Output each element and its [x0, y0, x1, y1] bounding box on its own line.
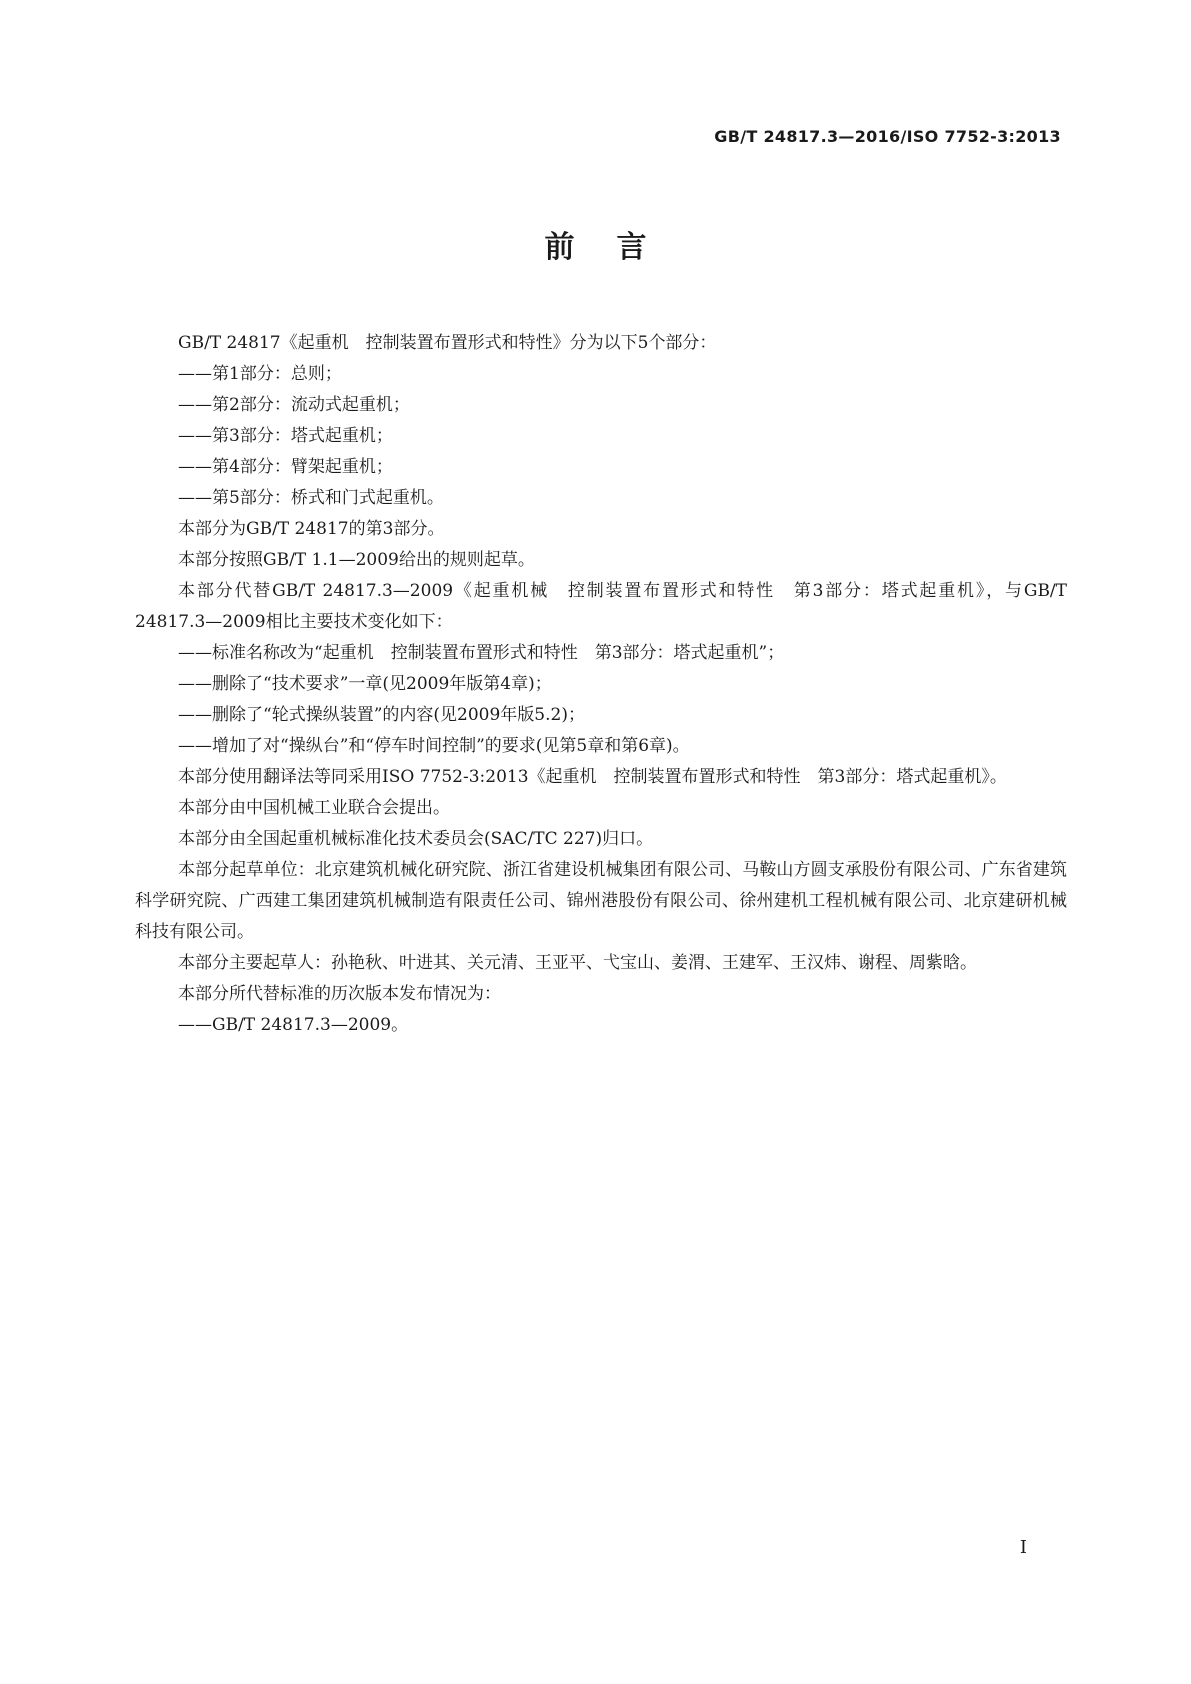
- part-item: ——第3部分：塔式起重机；: [178, 426, 393, 446]
- drafting-units-paragraph: 本部分起草单位：北京建筑机械化研究院、浙江省建设机械集团有限公司、马鞍山方圆支承股份有限公司、广东省建筑科学研究院、广西建工集团建筑机械制造有限责任公司、锦州港股份有限公司、徐州建机工程机械有限公司、北京建研机械科技有限公司。: [135, 860, 1067, 942]
- change-item: ——删除了“技术要求”一章(见2009年版第4章)；: [178, 674, 552, 694]
- translation-paragraph: 本部分使用翻译法等同采用ISO 7752-3:2013《起重机 控制装置布置形式和特性 第3部分：塔式起重机》。: [178, 767, 1007, 787]
- foreword-body: [135, 328, 1067, 1041]
- change-item: ——删除了“轮式操纵装置”的内容(见2009年版5.2)；: [178, 705, 585, 725]
- history-item: ——GB/T 24817.3—2009。: [178, 1015, 409, 1035]
- standard-number: GB/T 24817.3—2016/ISO 7752-3:2013: [714, 127, 1061, 146]
- part-item: ——第2部分：流动式起重机；: [178, 395, 410, 415]
- part-of-paragraph: 本部分为GB/T 24817的第3部分。: [178, 519, 445, 539]
- centralized-by-paragraph: 本部分由全国起重机械标准化技术委员会(SAC/TC 227)归口。: [178, 829, 654, 849]
- part-item: ——第1部分：总则；: [178, 364, 342, 384]
- page-title: 前言: [544, 230, 689, 265]
- page-number: I: [1019, 1537, 1027, 1558]
- drafters-paragraph: 本部分主要起草人：孙艳秋、叶进其、关元清、王亚平、弋宝山、姜渭、王建军、王汉炜、谢程、周紫晗。: [178, 953, 977, 973]
- replaces-paragraph: 本部分代替GB/T 24817.3—2009《起重机械 控制装置布置形式和特性 第3部分：塔式起重机》，与GB/T 24817.3—2009相比主要技术变化如下：: [135, 581, 1067, 632]
- intro-paragraph: GB/T 24817《起重机 控制装置布置形式和特性》分为以下5个部分：: [178, 333, 717, 353]
- change-item: ——增加了对“操纵台”和“停车时间控制”的要求(见第5章和第6章)。: [178, 736, 690, 756]
- change-item: ——标准名称改为“起重机 控制装置布置形式和特性 第3部分：塔式起重机”；: [178, 643, 785, 663]
- part-item: ——第5部分：桥式和门式起重机。: [178, 488, 444, 508]
- part-item: ——第4部分：臂架起重机；: [178, 457, 393, 477]
- proposed-by-paragraph: 本部分由中国机械工业联合会提出。: [178, 798, 450, 818]
- history-paragraph: 本部分所代替标准的历次版本发布情况为：: [178, 984, 501, 1004]
- drafting-rules-paragraph: 本部分按照GB/T 1.1—2009给出的规则起草。: [178, 550, 535, 570]
